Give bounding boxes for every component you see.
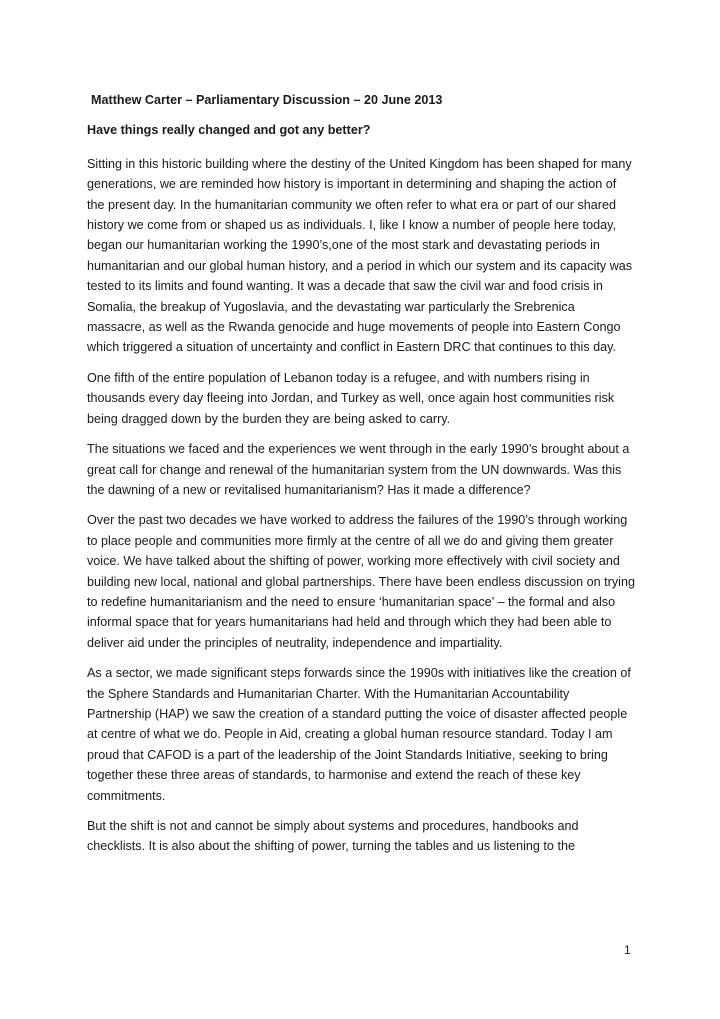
section-heading: Have things really changed and got any better? xyxy=(87,123,371,138)
paragraph-two-decades: Over the past two decades we have worked to address the failures of the 1990’s through working to place people and communities more firmly at the centre of all we do and giving them greater voice. We have talked about the shifting of power, working more effectively with civil society and building new local, national and global partnerships. There have been endless discussion on trying to redefine humanitarianism and the need to ensure ‘humanitarian space’ – the formal and also informal space that for years humanitarians had held and through which they had been able to deliver aid under the principles of neutrality, independence and impartiality. xyxy=(87,513,635,650)
paragraph-standards: As a sector, we made significant steps forwards since the 1990s with initiatives like the creation of the Sphere Standards and Humanitarian Charter. With the Humanitarian Accountability Partnership (HAP) we saw the creation of a standard putting the voice of disaster affected people at centre of what we do. People in Aid, creating a global human resource standard. Today I am proud that CAFOD is a part of the leadership of the Joint Standards Initiative, seeking to bring together these three areas of standards, to harmonise and extend the reach of these key commitments. xyxy=(87,666,631,803)
paragraph-history: Sitting in this historic building where the destiny of the United Kingdom has been shaped for many generations, we are reminded how history is important in determining and shaping the action of the present day. In the humanitarian community we often refer to what era or part of our shared history we come from or shaped us as individuals. I, like I know a number of people here today, began our humanitarian working the 1990’s,one of the most stark and devastating periods in humanitarian and our global human history, and a period in which our system and its capacity was tested to its limits and found wanting. It was a decade that saw the civil war and food crisis in Somalia, the breakup of Yugoslavia, and the devastating war particularly the Srebrenica massacre, as well as the Rwanda genocide and huge movements of people into Eastern Congo which triggered a situation of uncertainty and conflict in Eastern DRC that continues to this day. xyxy=(87,156,633,355)
paragraph-lebanon: One fifth of the entire population of Lebanon today is a refugee, and with numbers rising in thousands every day fleeing into Jordan, and Turkey as well, once again host communities risk being dragged down by the burden they are being asked to carry. xyxy=(87,370,615,426)
document-title: Matthew Carter – Parliamentary Discussion – 20 June 2013 xyxy=(91,93,443,107)
paragraph-call-for-change: The situations we faced and the experiences we went through in the early 1990’s brought about a great call for change and renewal of the humanitarian system from the UN downwards. Was this the dawning of a new or revitalised humanitarianism? Has it made a difference? xyxy=(87,442,630,497)
document-body xyxy=(87,90,635,857)
page-number: 1 xyxy=(624,943,631,957)
paragraph-shift-of-power: But the shift is not and cannot be simply about systems and procedures, handbooks and checklists. It is also about the shifting of power, turning the tables and us listening to the xyxy=(87,819,579,854)
